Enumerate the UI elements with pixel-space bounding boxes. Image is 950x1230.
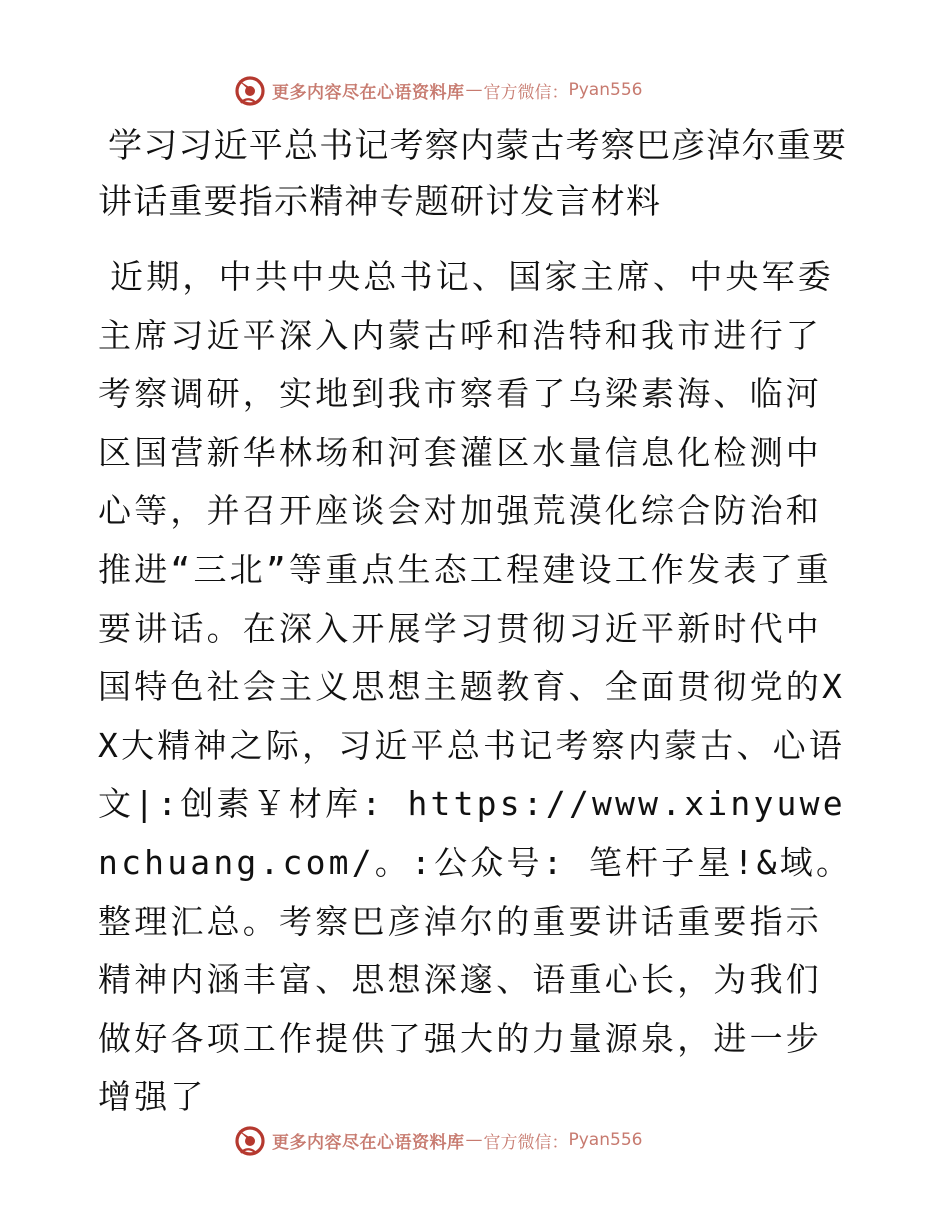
header-banner xyxy=(232,72,642,108)
banner-wechat-label: 官方微信： xyxy=(483,1132,569,1153)
footer-banner xyxy=(232,1122,642,1158)
document-paragraph: 近期，中共中央总书记、国家主席、中央军委主席习近平深入内蒙古呼和浩特和我市进行了考察调研，实地到我市察看了乌梁素海、临河区国营新华林场和河套灌区水量信息化检测中心等，并召开座谈会对加强荒漠化综合防治和推进“三北”等重点生态工程建设工作发表了重要讲话。在深入开展学习贯彻习近平新时代中国特色社会主义思想主题教育、全面贯彻党的XX大精神之际，习近平总书记考察内蒙古、心语文|:创素￥材库: https://www.xinyuwenchuang.com/。:公众号: 笔杆子星!&域。整理汇总。考察巴彦淖尔的重要讲话重要指示精神内涵丰富、思想深邃、语重心长，为我们做好各项工作提供了强大的力量源泉，进一步增强了 xyxy=(98,257,853,1117)
banner-promo-text: 更多内容尽在心语资料库 xyxy=(272,1132,465,1153)
red-quill-seal-icon xyxy=(232,1122,268,1158)
banner-promo-text: 更多内容尽在心语资料库 xyxy=(272,82,465,103)
red-quill-seal-icon xyxy=(232,72,268,108)
banner-dash: — xyxy=(465,80,483,100)
banner-wechat-label: 官方微信： xyxy=(483,82,569,103)
banner-dash: — xyxy=(465,1130,483,1150)
document-title: 学习习近平总书记考察内蒙古考察巴彦淖尔重要讲话重要指示精神专题研讨发言材料 xyxy=(98,126,848,222)
banner-wechat-handle: Pyan556 xyxy=(568,1130,643,1150)
banner-wechat-handle: Pyan556 xyxy=(568,80,643,100)
